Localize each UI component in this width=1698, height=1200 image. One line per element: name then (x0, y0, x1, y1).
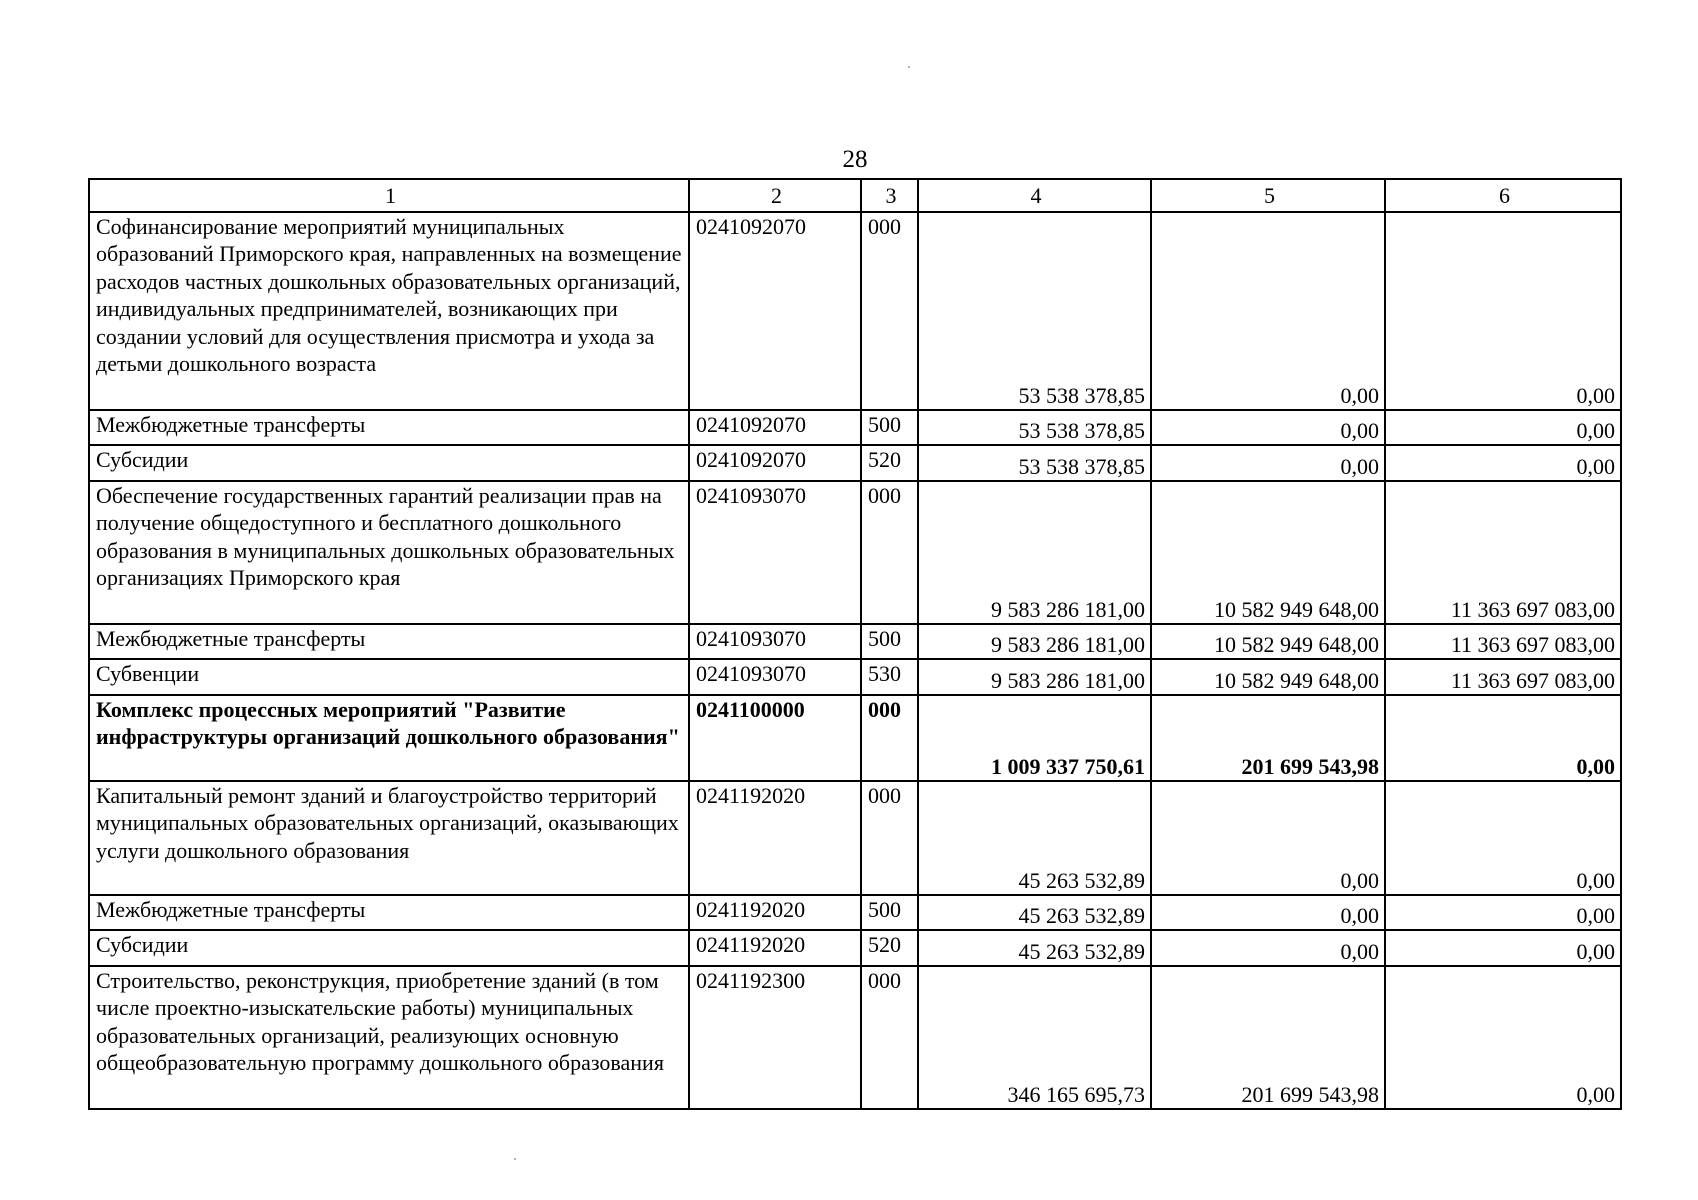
row-name: Капитальный ремонт зданий и благоустройство территорий муниципальных образовательных организаций, оказывающих услуги дошкольного образования (89, 781, 689, 895)
row-code: 0241092070 (689, 410, 861, 445)
row-kvr: 500 (861, 895, 918, 930)
row-amount-col6: 11 363 697 083,00 (1385, 659, 1621, 695)
row-amount-col5: 0,00 (1151, 930, 1385, 966)
row-amount-col4: 45 263 532,89 (918, 781, 1151, 895)
row-amount-col4: 346 165 695,73 (918, 966, 1151, 1109)
row-code: 0241192020 (689, 781, 861, 895)
row-code: 0241092070 (689, 212, 861, 410)
row-name: Субвенции (89, 659, 689, 695)
row-kvr: 520 (861, 445, 918, 481)
row-amount-col5: 201 699 543,98 (1151, 695, 1385, 781)
row-amount-col4: 9 583 286 181,00 (918, 481, 1151, 624)
row-amount-col6: 0,00 (1385, 895, 1621, 930)
table-row (89, 410, 1621, 445)
column-header: 1 (89, 179, 689, 212)
row-amount-col5: 0,00 (1151, 781, 1385, 895)
row-amount-col4: 9 583 286 181,00 (918, 659, 1151, 695)
row-amount-col5: 10 582 949 648,00 (1151, 659, 1385, 695)
row-name: Софинансирование мероприятий муниципальных образований Приморского края, направленных на возмещение расходов частных дошкольных образовательных организаций, индивидуальных предпринимателей, возникающих при создании условий для осуществления присмотра и ухода за детьми дошкольного возраста (89, 212, 689, 410)
row-amount-col5: 0,00 (1151, 410, 1385, 445)
row-amount-col4: 53 538 378,85 (918, 410, 1151, 445)
row-amount-col6: 0,00 (1385, 781, 1621, 895)
row-name: Межбюджетные трансферты (89, 410, 689, 445)
table-row (89, 212, 1621, 410)
column-header: 3 (861, 179, 918, 212)
row-name: Субсидии (89, 930, 689, 966)
row-amount-col5: 201 699 543,98 (1151, 966, 1385, 1109)
table-row (89, 695, 1621, 781)
row-amount-col6: 11 363 697 083,00 (1385, 481, 1621, 624)
row-amount-col4: 45 263 532,89 (918, 930, 1151, 966)
column-header: 2 (689, 179, 861, 212)
row-amount-col6: 0,00 (1385, 695, 1621, 781)
row-name: Субсидии (89, 445, 689, 481)
row-amount-col4: 53 538 378,85 (918, 445, 1151, 481)
row-kvr: 000 (861, 212, 918, 410)
row-amount-col5: 10 582 949 648,00 (1151, 624, 1385, 659)
row-code: 0241192300 (689, 966, 861, 1109)
row-amount-col6: 0,00 (1385, 966, 1621, 1109)
row-amount-col4: 9 583 286 181,00 (918, 624, 1151, 659)
row-name: Строительство, реконструкция, приобретение зданий (в том числе проектно-изыскательские работы) муниципальных образовательных организаций, реализующих основную общеобразовательную программу дошкольного образования (89, 966, 689, 1109)
column-header: 6 (1385, 179, 1621, 212)
table-row (89, 481, 1621, 624)
row-name: Комплекс процессных мероприятий "Развитие инфраструктуры организаций дошкольного образования" (89, 695, 689, 781)
row-kvr: 500 (861, 410, 918, 445)
table-row (89, 966, 1621, 1109)
row-amount-col5: 0,00 (1151, 212, 1385, 410)
budget-table-body (89, 179, 1621, 1109)
row-amount-col6: 0,00 (1385, 410, 1621, 445)
row-code: 0241093070 (689, 481, 861, 624)
row-kvr: 000 (861, 695, 918, 781)
row-amount-col5: 0,00 (1151, 445, 1385, 481)
row-code: 0241093070 (689, 624, 861, 659)
row-code: 0241092070 (689, 445, 861, 481)
row-code: 0241093070 (689, 659, 861, 695)
row-kvr: 000 (861, 781, 918, 895)
table-row (89, 930, 1621, 966)
row-kvr: 520 (861, 930, 918, 966)
column-header: 5 (1151, 179, 1385, 212)
row-amount-col4: 1 009 337 750,61 (918, 695, 1151, 781)
table-row (89, 781, 1621, 895)
scan-speck (514, 1158, 516, 1160)
row-name: Обеспечение государственных гарантий реализации прав на получение общедоступного и бесплатного дошкольного образования в муниципальных дошкольных образовательных организациях Приморского края (89, 481, 689, 624)
row-amount-col5: 0,00 (1151, 895, 1385, 930)
table-row (89, 624, 1621, 659)
row-amount-col4: 45 263 532,89 (918, 895, 1151, 930)
row-code: 0241192020 (689, 895, 861, 930)
row-code: 0241100000 (689, 695, 861, 781)
row-amount-col6: 0,00 (1385, 445, 1621, 481)
row-kvr: 500 (861, 624, 918, 659)
row-amount-col4: 53 538 378,85 (918, 212, 1151, 410)
table-row (89, 895, 1621, 930)
row-kvr: 000 (861, 481, 918, 624)
budget-table (88, 178, 1622, 1110)
column-number-row (89, 179, 1621, 212)
row-amount-col6: 0,00 (1385, 930, 1621, 966)
row-amount-col6: 0,00 (1385, 212, 1621, 410)
row-kvr: 530 (861, 659, 918, 695)
column-header: 4 (918, 179, 1151, 212)
table-row (89, 445, 1621, 481)
row-kvr: 000 (861, 966, 918, 1109)
scan-speck (908, 66, 910, 68)
table-row (89, 659, 1621, 695)
row-amount-col6: 11 363 697 083,00 (1385, 624, 1621, 659)
row-name: Межбюджетные трансферты (89, 624, 689, 659)
row-name: Межбюджетные трансферты (89, 895, 689, 930)
row-amount-col5: 10 582 949 648,00 (1151, 481, 1385, 624)
row-code: 0241192020 (689, 930, 861, 966)
page-number: 28 (842, 146, 868, 173)
